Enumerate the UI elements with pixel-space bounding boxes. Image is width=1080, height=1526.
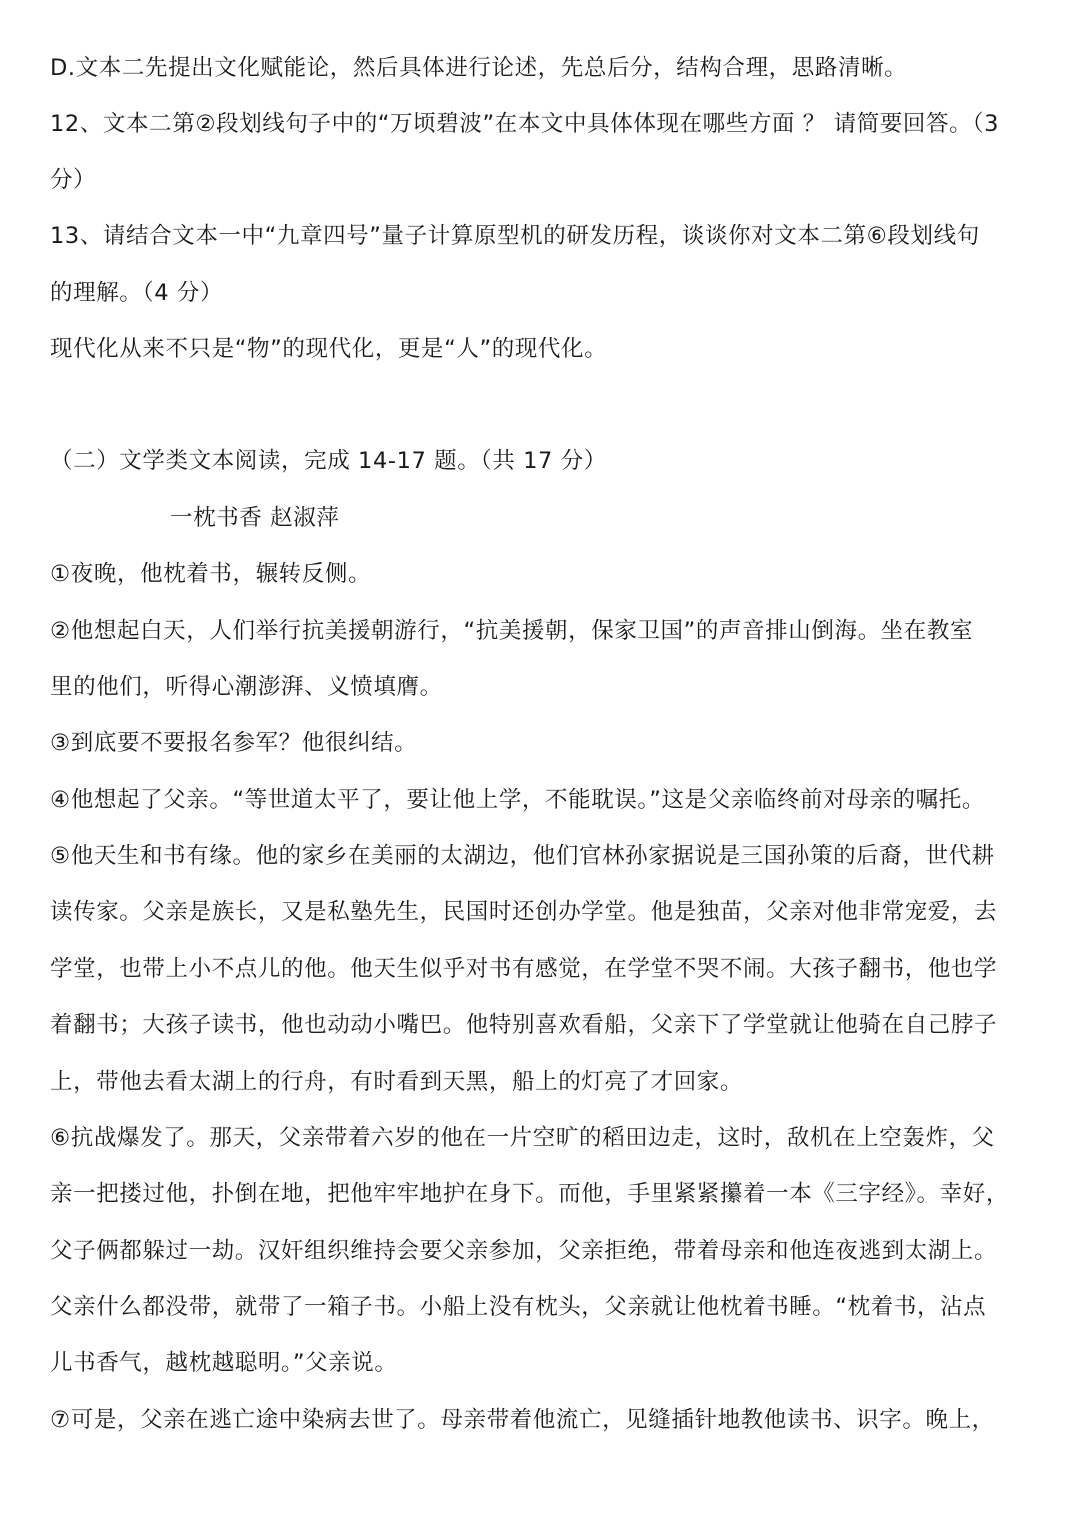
question-13-line-1: 13、请结合文本一中“九章四号”量子计算原型机的研发历程，谈谈你对文本二第⑥段划线句 (50, 223, 980, 249)
question-12-line-2: 分） (50, 167, 97, 193)
question-12-line-1: 12、文本二第②段划线句子中的“万顷碧波”在本文中具体体现在哪些方面 ？ 请简要回答。（3 (50, 111, 999, 137)
quoted-sentence: 现代化从来不只是“物”的现代化，更是“人”的现代化。 (50, 336, 608, 362)
paragraph-2-line-2: 里的他们，听得心潮澎湃、义愤填膺。 (50, 674, 443, 700)
article-title: 一枕书香 赵淑萍 (170, 505, 340, 531)
paragraph-6-line-3: 父子俩都躲过一劫。汉奸组织维持会要父亲参加，父亲拒绝，带着母亲和他连夜逃到太湖上。 (50, 1238, 998, 1264)
paragraph-2-line-1: ②他想起白天，人们举行抗美援朝游行，“抗美援朝，保家卫国”的声音排山倒海。坐在教室 (50, 618, 974, 644)
paragraph-6-line-2: 亲一把搂过他，扑倒在地，把他牢牢地护在身下。而他，手里紧紧攥着一本《三字经》。幸好， (50, 1181, 1009, 1207)
paragraph-1: ①夜晚，他枕着书，辗转反侧。 (50, 561, 372, 587)
paragraph-5-line-2: 读传家。父亲是族长，又是私塾先生，民国时还创办学堂。他是独苗，父亲对他非常宠爱，去 (50, 899, 998, 925)
paragraph-6-line-4: 父亲什么都没带，就带了一箱子书。小船上没有枕头，父亲就让他枕着书睡。“枕着书，沾点 (50, 1294, 987, 1320)
paragraph-7-line-1: ⑦可是，父亲在逃亡途中染病去世了。母亲带着他流亡，见缝插针地教他读书、识字。晚上， (50, 1407, 995, 1433)
paragraph-6-line-1: ⑥抗战爆发了。那天，父亲带着六岁的他在一片空旷的稻田边走，这时，敌机在上空轰炸，父 (50, 1125, 995, 1151)
paragraph-5-line-4: 着翻书；大孩子读书，他也动动小嘴巴。他特别喜欢看船，父亲下了学堂就让他骑在自己脖子 (50, 1012, 998, 1038)
paragraph-5-line-5: 上，带他去看太湖上的行舟，有时看到天黑，船上的灯亮了才回家。 (50, 1069, 744, 1095)
paragraph-5-line-1: ⑤他天生和书有缘。他的家乡在美丽的太湖边，他们官林孙家据说是三国孙策的后裔，世代耕 (50, 843, 995, 869)
question-13-line-2: 的理解。（4 分） (50, 280, 224, 306)
option-d-text: D.文本二先提出文化赋能论，然后具体进行论述，先总后分，结构合理，思路清晰。 (50, 55, 908, 81)
paragraph-4: ④他想起了父亲。“等世道太平了，要让他上学，不能耽误。”这是父亲临终前对母亲的嘱托。 (50, 787, 985, 813)
section-heading: （二）文学类文本阅读，完成 14-17 题。（共 17 分） (50, 448, 607, 474)
paragraph-5-line-3: 学堂，也带上小不点儿的他。他天生似乎对书有感觉，在学堂不哭不闹。大孩子翻书，他也学 (50, 956, 998, 982)
paragraph-6-line-5: 儿书香气，越枕越聪明。”父亲说。 (50, 1350, 398, 1376)
paragraph-3: ③到底要不要报名参军？他很纠结。 (50, 730, 418, 756)
